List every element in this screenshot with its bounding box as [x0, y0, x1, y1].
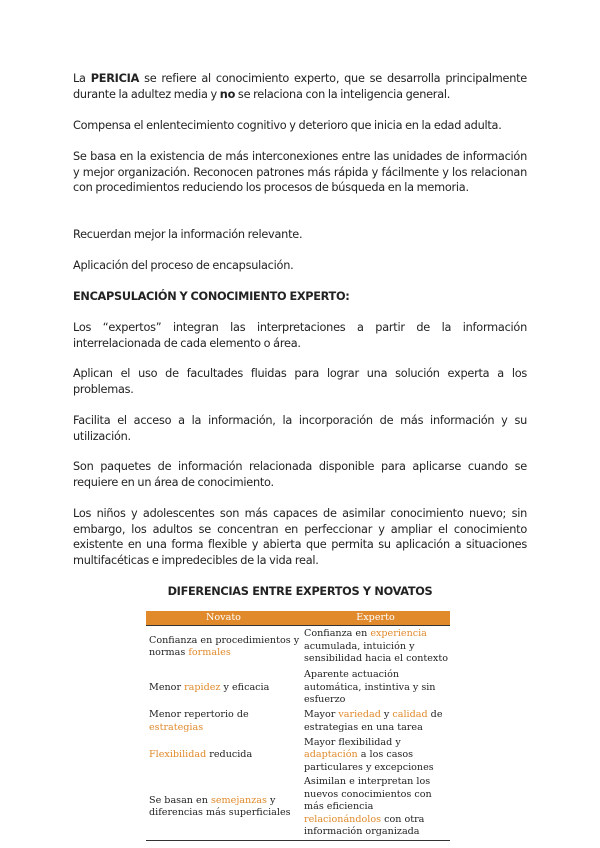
highlight-text: Flexibilidad	[149, 749, 207, 760]
cell-text: Mayor	[304, 709, 339, 720]
highlight-text: experiencia	[370, 628, 427, 640]
highlight-text: formales	[188, 647, 231, 658]
cell-text: Asimilan e interpretan los nuevos conocimientos con más eficiencia	[304, 776, 432, 812]
novato-cell	[146, 736, 301, 776]
paragraph-expertos: Los “expertos” integran las interpretaciones a partir de la información interrelacionada de cada elemento o área.	[73, 321, 527, 350]
bold-term-pericia: PERICIA	[90, 72, 140, 85]
cell-text: y eficacia	[220, 681, 270, 693]
experto-cell	[301, 708, 450, 736]
paragraph-paquetes: Son paquetes de información relacionada disponible para aplicarse cuando se requiere en un área de conocimiento.	[73, 460, 527, 489]
cell-text: Menor repertorio de	[149, 709, 249, 720]
cell-text: de estrategias en una tarea	[304, 709, 443, 733]
novato-cell	[146, 626, 301, 669]
table-header-row	[146, 611, 450, 626]
highlight-text: semejanzas	[210, 794, 267, 806]
experto-cell	[301, 626, 450, 669]
header-novato: Novato	[146, 611, 301, 626]
highlight-text: variedad	[338, 709, 381, 720]
cell-text: a los casos particulares y excepciones	[304, 749, 434, 773]
cell-text: reducida	[206, 749, 253, 760]
highlight-text: calidad	[392, 709, 428, 720]
paragraph-compensa: Compensa el enlentecimiento cognitivo y deterioro que inicia en la edad adulta.	[73, 119, 502, 132]
text-span: La	[73, 72, 91, 85]
experto-cell	[301, 736, 450, 776]
cell-text: con otra información organizada	[304, 813, 425, 837]
table-row	[146, 736, 450, 776]
bold-term-no: no	[219, 87, 236, 101]
highlight-text: adaptación	[304, 749, 358, 760]
highlight-text: relacionándolos	[304, 813, 382, 825]
cell-text: Confianza en procedimientos y normas	[149, 634, 300, 658]
table-row	[146, 668, 450, 708]
table-row	[146, 775, 450, 840]
paragraph-facultades: Aplican el uso de facultades fluidas para lograr una solución experta a los problemas.	[73, 367, 527, 396]
novato-cell	[146, 668, 301, 708]
novato-cell	[146, 708, 301, 736]
table-title: DIFERENCIAS ENTRE EXPERTOS Y NOVATOS	[167, 585, 433, 598]
comparison-table	[146, 611, 450, 841]
section-heading: ENCAPSULACIÓN Y CONOCIMIENTO EXPERTO:	[73, 290, 350, 303]
cell-text: Confianza en	[304, 628, 371, 640]
header-experto: Experto	[301, 611, 450, 626]
cell-text: y diferencias más superficiales	[149, 794, 291, 819]
cell-text: y	[380, 709, 393, 720]
table-row	[146, 626, 450, 669]
paragraph-recuerdan: Recuerdan mejor la información relevante.	[73, 228, 303, 241]
cell-text: acumulada, intuición y sensibilidad hacia el contexto	[304, 640, 448, 665]
paragraph-ninos: Los niños y adolescentes son más capaces de asimilar conocimiento nuevo; sin embargo, los adultos se concentran en perfeccionar y ampliar el conocimiento existente en una forma flexible y abierta que permita su aplicación a situaciones multifacéticas e impredecibles de la vida real.	[73, 507, 527, 567]
cell-text: Se basan en	[149, 794, 211, 806]
paragraph-encapsulacion: Aplicación del proceso de encapsulación.	[73, 259, 294, 272]
table-row	[146, 708, 450, 736]
cell-text: Mayor flexibilidad y	[304, 736, 401, 748]
paragraph-pericia	[73, 71, 527, 102]
paragraph-interconexiones: Se basa en la existencia de más interconexiones entre las unidades de información y mejor organización. Reconocen patrones más rápida y fácilmente y los relacionan con procedimientos reduciendo los procesos de búsqueda en la memoria.	[73, 150, 527, 194]
experto-cell	[301, 775, 450, 840]
text-span: se refiere al conocimiento experto, que se desarrolla principalmente durante la adultez media y	[73, 72, 528, 101]
novato-cell	[146, 775, 301, 840]
cell-text: Menor	[149, 681, 185, 693]
highlight-text: estrategias	[149, 721, 204, 733]
experto-cell: Aparente actuación automática, instintiva y sin esfuerzo	[304, 669, 436, 705]
text-span: se relaciona con la inteligencia general.	[235, 87, 451, 101]
highlight-text: rapidez	[184, 681, 221, 693]
paragraph-acceso: Facilita el acceso a la información, la incorporación de más información y su utilización.	[73, 414, 527, 443]
